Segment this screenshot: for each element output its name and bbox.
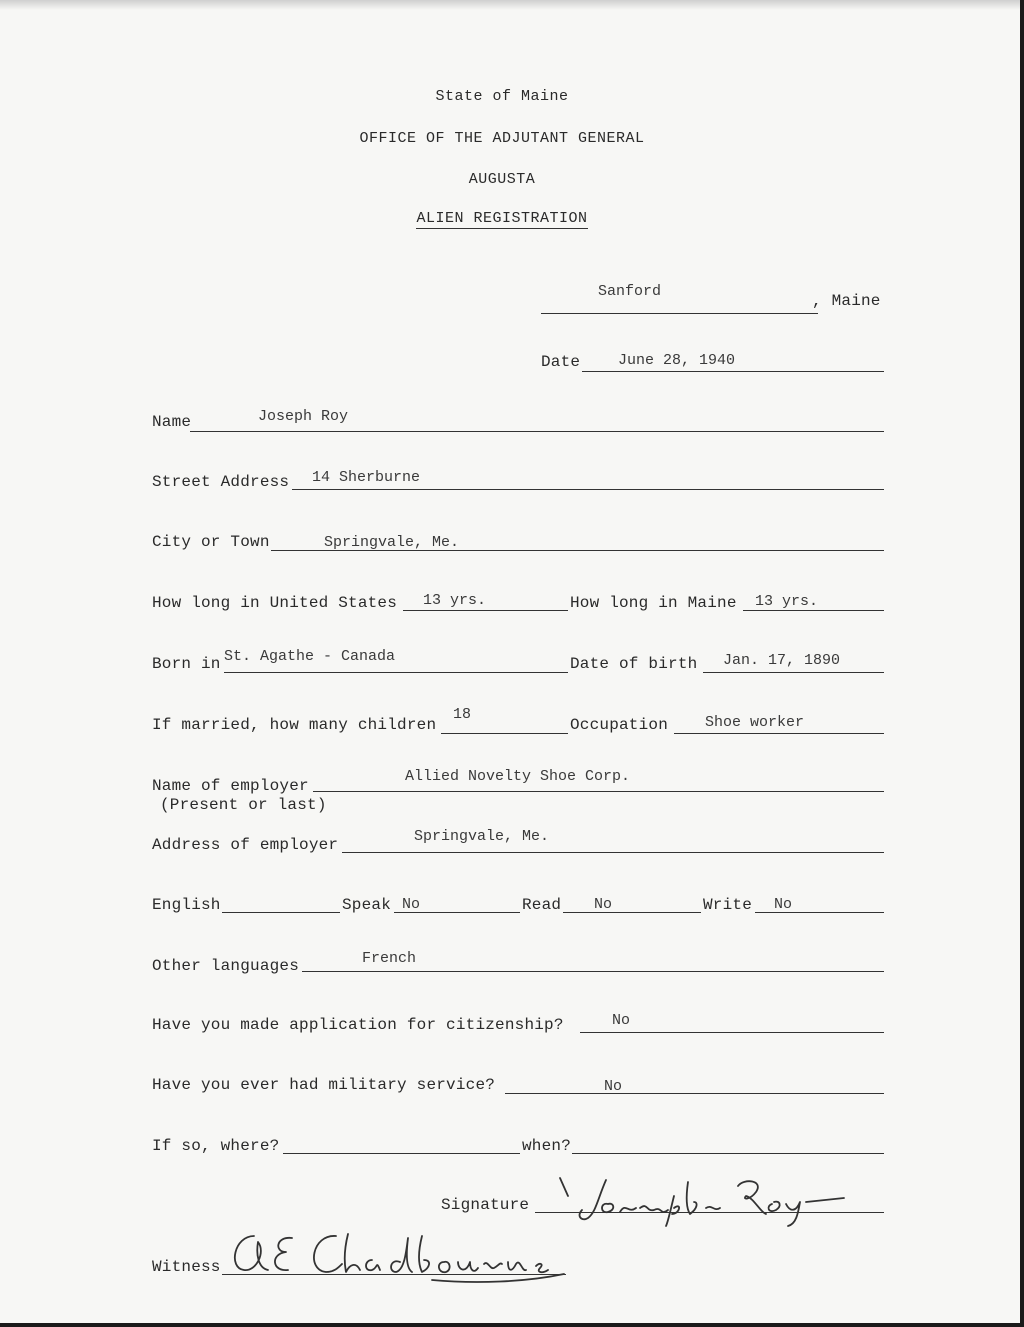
dob-line xyxy=(703,672,884,673)
witness-label: Witness xyxy=(152,1258,221,1276)
witness-handwriting xyxy=(226,1228,571,1288)
name-line xyxy=(190,431,884,432)
dob-label: Date of birth xyxy=(570,655,698,673)
signature-handwriting xyxy=(548,1168,868,1228)
employer-address-line xyxy=(342,852,884,853)
read-label: Read xyxy=(522,896,562,914)
office-heading: OFFICE OF THE ADJUTANT GENERAL xyxy=(359,130,645,147)
state-heading: State of Maine xyxy=(435,88,569,105)
other-languages-label: Other languages xyxy=(152,957,300,975)
me-duration-line xyxy=(743,610,884,611)
english-label: English xyxy=(152,896,221,914)
street-value: 14 Sherburne xyxy=(312,469,421,486)
employer-label: Name of employer xyxy=(152,777,309,795)
signature-label: Signature xyxy=(441,1196,530,1214)
other-languages-value: French xyxy=(362,950,417,967)
citizenship-label: Have you made application for citizenship? xyxy=(152,1016,564,1034)
us-duration-value: 13 yrs. xyxy=(423,592,487,609)
read-value: No xyxy=(594,896,613,913)
name-label: Name xyxy=(152,413,192,431)
where-label: If so, where? xyxy=(152,1137,280,1155)
scan-edge-right xyxy=(1020,0,1024,1327)
date-line xyxy=(582,371,884,372)
english-line xyxy=(222,912,340,913)
read-line xyxy=(563,912,701,913)
employer-value: Allied Novelty Shoe Corp. xyxy=(405,768,631,785)
city-line xyxy=(271,550,884,551)
other-languages-line xyxy=(302,971,884,972)
place-suffix: , Maine xyxy=(812,292,881,310)
where-line xyxy=(283,1153,520,1154)
when-label: when? xyxy=(522,1137,572,1155)
scan-edge-top xyxy=(0,0,1024,10)
street-line xyxy=(292,489,884,490)
dob-value: Jan. 17, 1890 xyxy=(723,652,841,669)
city-heading: AUGUSTA xyxy=(468,171,536,188)
form-title-text: ALIEN REGISTRATION xyxy=(416,210,588,227)
when-line xyxy=(572,1153,884,1154)
street-label: Street Address xyxy=(152,473,290,491)
us-duration-line xyxy=(403,610,568,611)
form-title xyxy=(0,210,1004,227)
us-duration-label: How long in United States xyxy=(152,594,398,612)
children-value: 18 xyxy=(453,706,472,723)
born-value: St. Agathe - Canada xyxy=(224,648,396,665)
place-line xyxy=(541,313,818,314)
occupation-label: Occupation xyxy=(570,716,669,734)
place-value: Sanford xyxy=(598,283,662,300)
me-duration-value: 13 yrs. xyxy=(755,593,819,610)
employer-address-label: Address of employer xyxy=(152,836,339,854)
military-label: Have you ever had military service? xyxy=(152,1076,496,1094)
scan-edge-bottom xyxy=(0,1323,1024,1327)
occupation-value: Shoe worker xyxy=(705,714,805,731)
born-line xyxy=(224,672,568,673)
city-value: Springvale, Me. xyxy=(324,534,460,551)
name-value: Joseph Roy xyxy=(258,408,349,425)
citizenship-value: No xyxy=(612,1012,631,1029)
date-label: Date xyxy=(541,353,581,371)
children-label: If married, how many children xyxy=(152,716,437,734)
citizenship-line xyxy=(580,1032,884,1033)
me-duration-label: How long in Maine xyxy=(570,594,737,612)
speak-line xyxy=(394,912,520,913)
speak-value: No xyxy=(402,896,421,913)
write-value: No xyxy=(774,896,793,913)
employer-sublabel: (Present or last) xyxy=(160,796,327,814)
city-label: City or Town xyxy=(152,533,270,551)
write-line xyxy=(755,912,884,913)
employer-line xyxy=(313,791,884,792)
occupation-line xyxy=(674,733,884,734)
children-line xyxy=(441,733,568,734)
military-value: No xyxy=(604,1078,623,1095)
speak-label: Speak xyxy=(342,896,392,914)
date-value: June 28, 1940 xyxy=(618,352,736,369)
military-line xyxy=(505,1093,884,1094)
employer-address-value: Springvale, Me. xyxy=(414,828,550,845)
write-label: Write xyxy=(703,896,753,914)
born-label: Born in xyxy=(152,655,221,673)
